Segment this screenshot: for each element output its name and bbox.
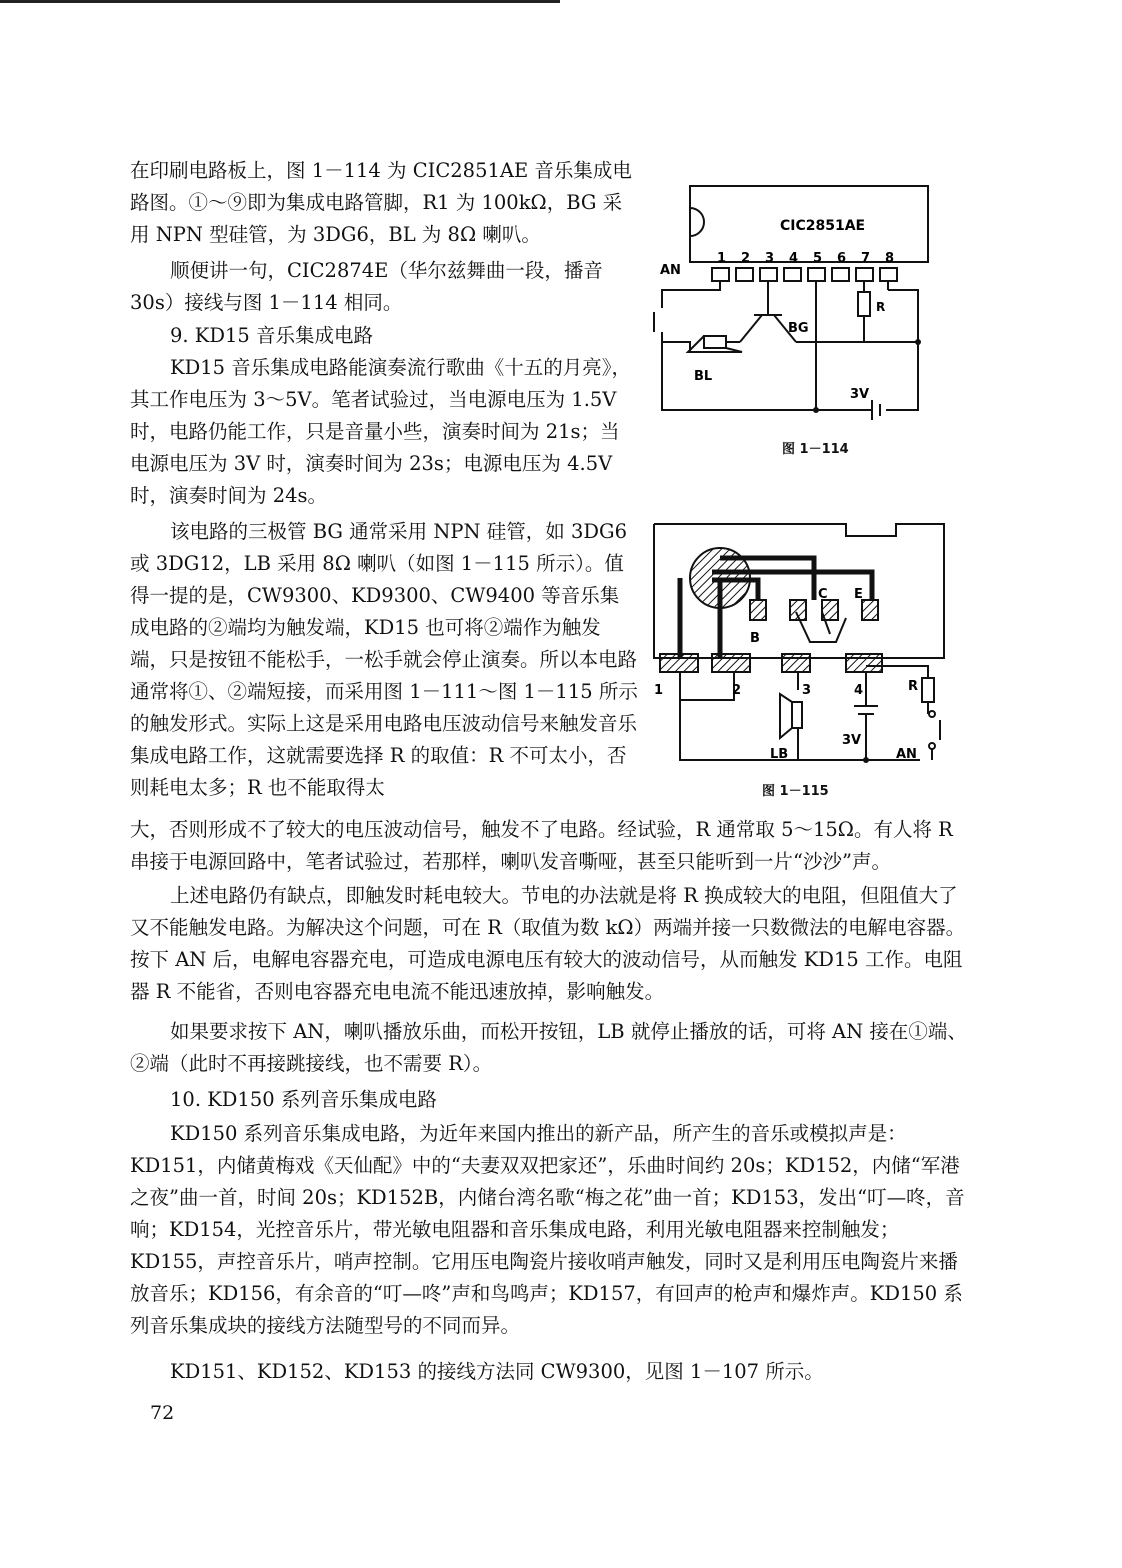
paragraph-power-saving: 上述电路仍有缺点，即触发时耗电较大。节电的办法就是将 R 换成较大的电阻，但阻值大了又不能触发电路。为解决这个问题，可在 R（取值为数 kΩ）两端并接一只数微法的电解电容器。按下 AN 后，电解电容器充电，可造成电源电压有较大的波动信号，从而触发 KD15 工作。电阻器 R 不能省，否则电容器充电电流不能迅速放掉，影响触发。 — [130, 884, 966, 1003]
switch-label: AN — [660, 263, 681, 278]
transistor-label: BG — [788, 321, 809, 336]
junction-dot — [813, 407, 819, 413]
resistor-label: R — [876, 300, 886, 314]
paragraph-kd151-wiring: KD151、KD152、KD153 的接线方法同 CW9300，见图 1－107 所示。 — [170, 1360, 824, 1383]
junction-dot — [915, 339, 921, 345]
pad-e — [862, 600, 878, 620]
pad-c — [822, 600, 838, 620]
figure-1-114 — [650, 180, 950, 460]
pad-number: 2 — [732, 683, 742, 698]
switch-contact — [929, 743, 935, 749]
pad-number: 1 — [654, 683, 664, 698]
pad — [790, 600, 806, 620]
pad-1 — [660, 654, 698, 672]
paragraph-intro: 在印刷电路板上，图 1－114 为 CIC2851AE 音乐集成电路图。①～⑨即为集成电路管脚，R1 为 100kΩ，BG 采用 NPN 型硅管，为 3DG6，BL 为 8Ω 喇叭。 — [130, 159, 632, 246]
page-number: 72 — [150, 1402, 175, 1424]
chip-notch — [690, 208, 704, 236]
paragraph-r-value: 大，否则形成不了较大的电压波动信号，触发不了电路。经试验，R 通常取 5～15Ω。有人将 R 串接于电源回路中，笔者试验过，若那样，喇叭发音嘶哑，甚至只能听到一片“沙沙”声。 — [130, 818, 953, 873]
base-label: B — [750, 631, 760, 646]
section-heading-10: 10. KD150 系列音乐集成电路 — [170, 1088, 437, 1111]
battery-label: 3V — [850, 387, 870, 402]
figure-caption: 图 1－114 — [782, 442, 849, 457]
resistor-label: R — [908, 679, 919, 694]
speaker-label: LB — [770, 747, 789, 762]
pin-number: 3 — [765, 251, 775, 266]
pin-number: 4 — [789, 251, 799, 266]
pin-number: 8 — [885, 251, 895, 266]
chip-label: CIC2851AE — [780, 218, 866, 234]
junction-dot — [863, 757, 869, 763]
emitter-label: E — [854, 587, 863, 602]
paragraph-bg-transistor: 该电路的三极管 BG 通常采用 NPN 硅管，如 3DG6 或 3DG12，LB 采用 8Ω 喇叭（如图 1－115 所示）。值得一提的是，CW9300、KD9300、CW9400 等音乐集成电路的②端均为触发端，KD15 也可将②端作为触发端，只是按钮不能松手，一松手就会停止演奏。所以本电路通常将①、②端短接，而采用图 1－111～图 1－115 所示的触发形式。实际上这是采用电路电压波动信号来触发音乐集成电路工作，这就需要选择 R 的取值：R 不可太小，否则耗电太多；R 也不能取得太 — [130, 520, 638, 799]
pin-number: 6 — [837, 251, 847, 266]
figure-caption: 图 1－115 — [762, 784, 829, 799]
piezo-disc — [690, 548, 750, 608]
pad-4 — [846, 654, 882, 672]
pin-number: 5 — [813, 251, 823, 266]
figure-1-115 — [650, 518, 950, 798]
section-heading-9: 9. KD15 音乐集成电路 — [170, 324, 374, 347]
circuit-diagram-1-115 — [650, 518, 950, 798]
battery-label: 3V — [842, 733, 862, 748]
pin-number: 7 — [861, 251, 871, 266]
paragraph-kd150-series: KD150 系列音乐集成电路，为近年来国内推出的新产品，所产生的音乐或模拟声是：KD151，内储黄梅戏《天仙配》中的“夫妻双双把家还”，乐曲时间约 20s；KD152，内储“军港之夜”曲一首，时间 20s；KD152B，内储台湾名歌“梅之花”曲一首；KD153，发出“叮—咚，音响；KD154，光控音乐片，带光敏电阻器和音乐集成电路，利用光敏电阻器来控制触发；KD155，声控音乐片，哨声控制。它用压电陶瓷片接收哨声触发，同时又是利用压电陶瓷片来播放音乐；KD156，有余音的“叮—咚”声和鸟鸣声；KD157，有回声的枪声和爆炸声。KD150 系列音乐集成块的接线方法随型号的不同而异。 — [130, 1122, 965, 1337]
circuit-diagram-1-114 — [650, 180, 950, 460]
switch-contact — [929, 711, 935, 717]
pad-number: 3 — [802, 683, 812, 698]
paragraph-kd15: KD15 音乐集成电路能演奏流行歌曲《十五的月亮》，其工作电压为 3～5V。笔者试验过，当电源电压为 1.5V 时，电路仍能工作，只是音量小些，演奏时间为 21s；当电源电压为 3V 时，演奏时间为 23s；电源电压为 4.5V 时，演奏时间为 24s。 — [130, 356, 631, 507]
pad-3 — [782, 654, 810, 672]
paragraph-cic2874e: 顺便讲一句，CIC2874E（华尔兹舞曲一段，播音 30s）接线与图 1－114 相同。 — [130, 259, 603, 314]
paragraph-an-connection: 如果要求按下 AN，喇叭播放乐曲，而松开按钮，LB 就停止播放的话，可将 AN 接在①端、②端（此时不再接跳接线，也不需要 R）。 — [130, 1020, 967, 1075]
switch-label: AN — [896, 747, 917, 762]
collector-label: C — [818, 587, 828, 602]
header-rule — [0, 0, 560, 3]
pad-2 — [712, 654, 750, 672]
pad-b — [750, 600, 766, 620]
speaker-label: BL — [694, 369, 713, 384]
pin-number: 1 — [717, 251, 727, 266]
pin-number: 2 — [741, 251, 751, 266]
pad-number: 4 — [854, 683, 864, 698]
